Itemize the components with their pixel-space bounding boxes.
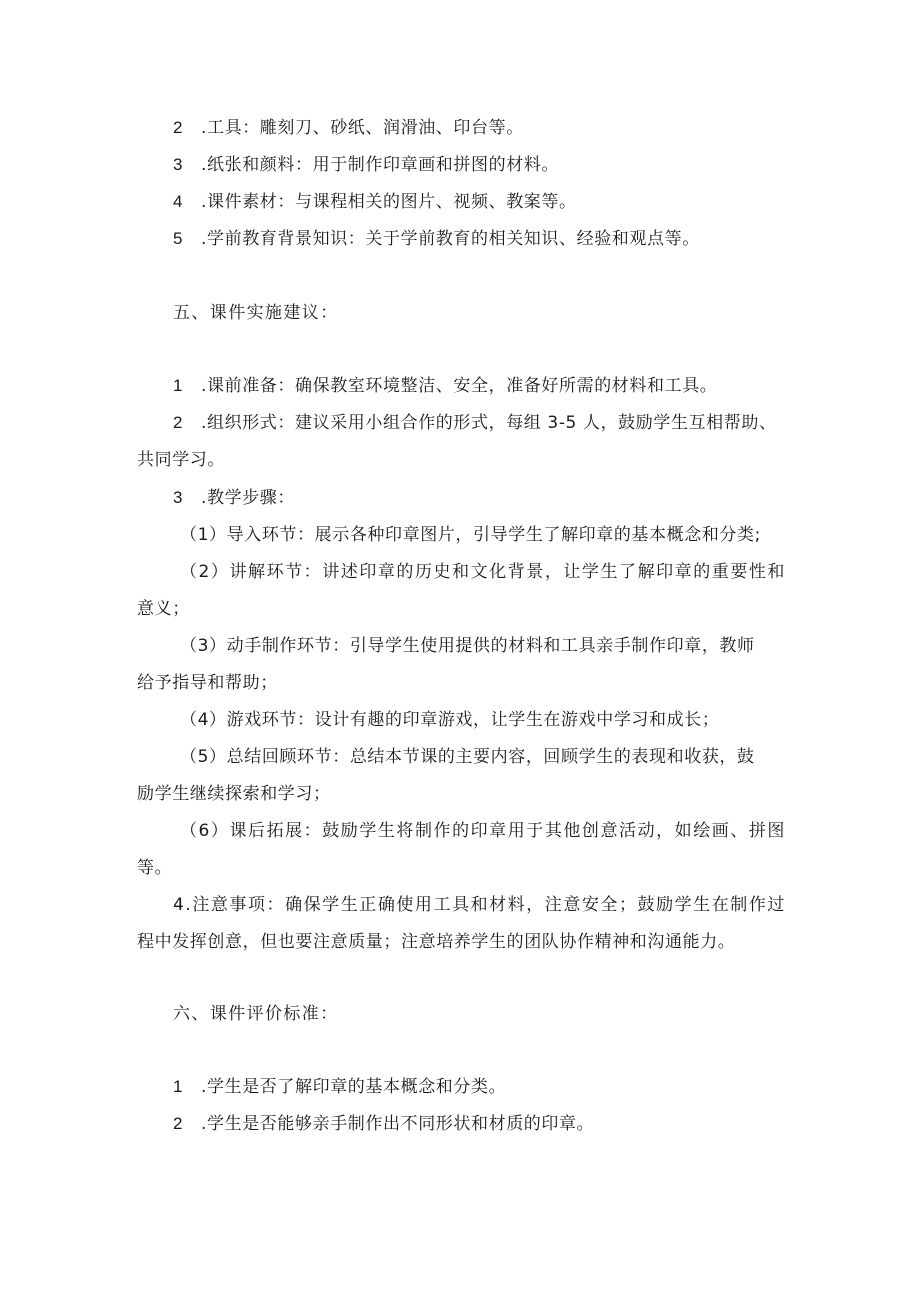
- list-number: 5: [173, 229, 184, 248]
- list-text-continuation: 程中发挥创意，但也要注意质量；注意培养学生的团队协作精神和沟通能力。: [137, 932, 736, 952]
- list-number: 1: [173, 1077, 184, 1096]
- step-item: （1）导入环节：展示各种印章图片，引导学生了解印章的基本概念和分类;: [180, 525, 761, 545]
- list-number: 2: [173, 1114, 184, 1133]
- list-text: .学生是否了解印章的基本概念和分类。: [201, 1077, 507, 1097]
- step-continuation: 给予指导和帮助；: [137, 673, 278, 693]
- list-item: [173, 1075, 506, 1099]
- list-text: .工具：雕刻刀、砂纸、润滑油、印台等。: [201, 118, 524, 138]
- list-text: .教学步骤：: [201, 488, 296, 508]
- list-item: [173, 374, 717, 398]
- step-item: （3）动手制作环节：引导学生使用提供的材料和工具亲手制作印章，教师: [180, 636, 755, 656]
- list-text: .课件素材：与课程相关的图片、视频、教案等。: [201, 192, 577, 212]
- list-item: 4.注意事项：确保学生正确使用工具和材料，注意安全；鼓励学生在制作过: [173, 895, 786, 915]
- list-number: 2: [173, 413, 184, 432]
- list-item: [173, 227, 700, 251]
- list-item: [173, 411, 777, 435]
- list-text-continuation: 共同学习。: [137, 450, 225, 470]
- step-continuation: 意义；: [137, 599, 190, 619]
- list-item: [173, 116, 524, 140]
- step-item: （5）总结回顾环节：总结本节课的主要内容，回顾学生的表现和收获，鼓: [180, 747, 755, 767]
- list-number: 3: [173, 155, 184, 174]
- section-heading: 五、课件实施建议：: [173, 303, 339, 323]
- step-item: （2）讲解环节：讲述印章的历史和文化背景，让学生了解印章的重要性和: [180, 562, 786, 582]
- list-text: .学前教育背景知识：关于学前教育的相关知识、经验和观点等。: [201, 229, 700, 249]
- list-text: .纸张和颜料：用于制作印章画和拼图的材料。: [201, 155, 560, 175]
- list-number: 1: [173, 376, 184, 395]
- list-text: .组织形式：建议采用小组合作的形式，每组 3-5 人，鼓励学生互相帮助、: [201, 413, 777, 433]
- section-heading: 六、课件评价标准：: [173, 1004, 339, 1024]
- list-item: [173, 1112, 594, 1136]
- list-item: [173, 486, 295, 510]
- step-continuation: 励学生继续探索和学习；: [137, 784, 331, 804]
- list-number: 2: [173, 118, 184, 137]
- list-item: [173, 153, 559, 177]
- list-text: .课前准备：确保教室环境整洁、安全，准备好所需的材料和工具。: [201, 376, 718, 396]
- step-item: （4）游戏环节：设计有趣的印章游戏，让学生在游戏中学习和成长；: [180, 710, 720, 730]
- list-number: 4: [173, 192, 184, 211]
- list-text: .学生是否能够亲手制作出不同形状和材质的印章。: [201, 1114, 595, 1134]
- list-number: 3: [173, 488, 184, 507]
- step-continuation: 等。: [137, 858, 173, 878]
- list-item: [173, 190, 577, 214]
- step-item: （6）课后拓展：鼓励学生将制作的印章用于其他创意活动，如绘画、拼图: [180, 821, 786, 841]
